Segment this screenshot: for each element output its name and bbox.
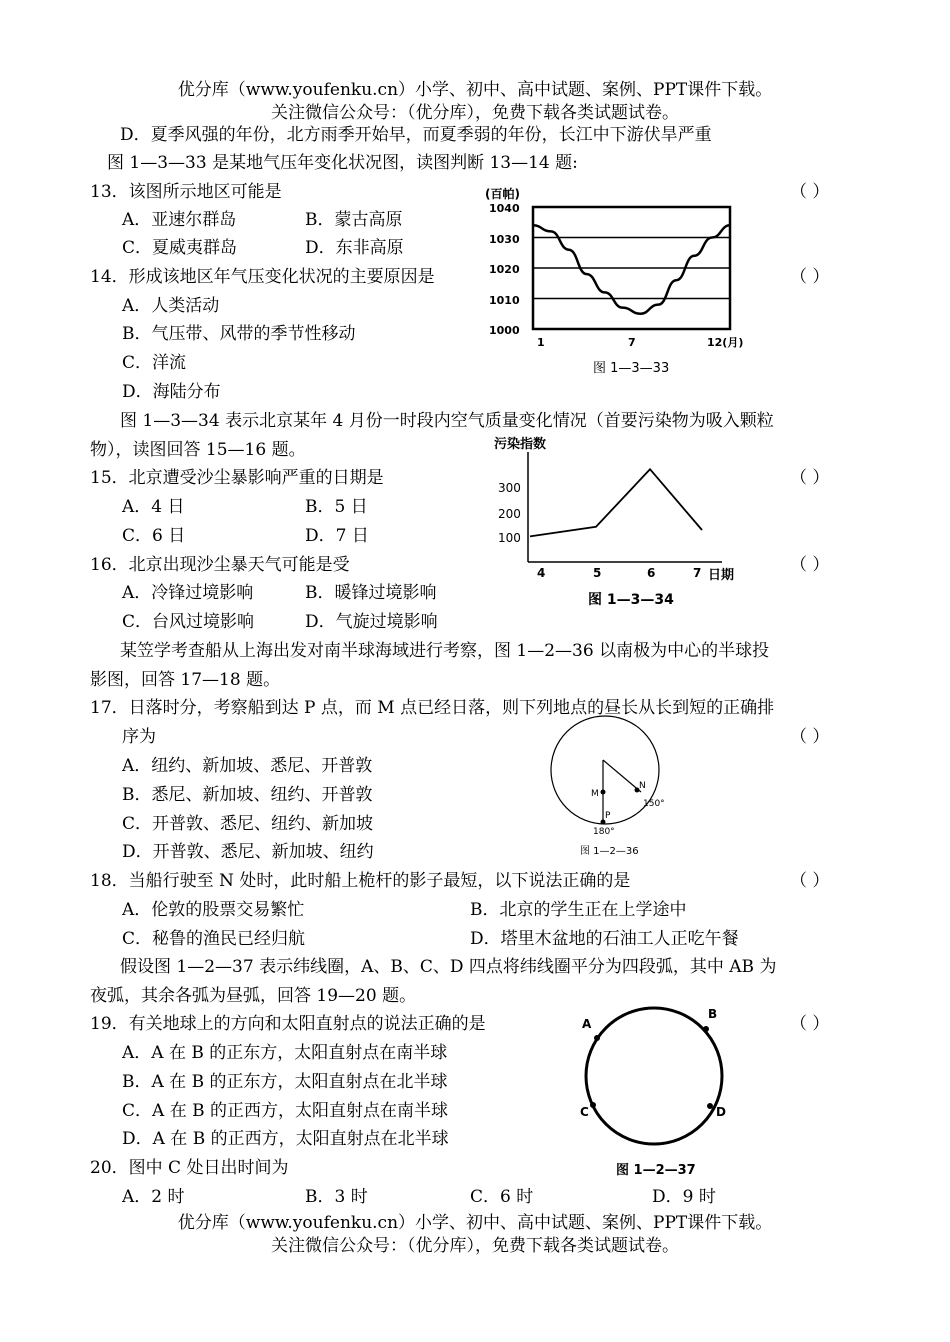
q13-bracket: （ ） bbox=[790, 182, 830, 202]
fig33-xtick-12: 12(月) bbox=[707, 336, 744, 349]
q14-option-b: B．气压带、风带的季节性移动 bbox=[122, 324, 356, 344]
q20-option-b: B．3 时 bbox=[305, 1187, 368, 1207]
q14-bracket: （ ） bbox=[790, 267, 830, 287]
fig37-label-b: B bbox=[708, 1007, 718, 1021]
q15-option-a: A．4 日 bbox=[122, 497, 185, 517]
q18-stem: 18．当船行驶至 N 处时，此时船上桅杆的影子最短，以下说法正确的是 bbox=[90, 871, 631, 891]
q16-option-c: C．台风过境影响 bbox=[122, 612, 255, 632]
intro-15-16-line-1: 图 1—3—34 表示北京某年 4 月份一时段内空气质量变化情况（首要污染物为吸入颗粒 bbox=[120, 411, 774, 431]
figure-1-3-34 bbox=[492, 432, 762, 616]
q14-option-a: A．人类活动 bbox=[122, 296, 220, 316]
q17-option-a: A．纽约、新加坡、悉尼、开普敦 bbox=[122, 756, 373, 776]
fig33-ytick-1010: 1010 bbox=[489, 294, 520, 307]
q13-stem: 13．该图所示地区可能是 bbox=[90, 182, 282, 202]
fig36-label-n: N bbox=[639, 781, 646, 791]
intro-19-20-line-2: 夜弧，其余各弧为昼弧，回答 19—20 题。 bbox=[90, 986, 417, 1006]
fig34-ylabel: 污染指数 bbox=[494, 437, 547, 452]
fig33-caption: 图 1—3—33 bbox=[593, 361, 670, 376]
q16-option-a: A．冷锋过境影响 bbox=[122, 583, 254, 603]
fig37-point-c bbox=[590, 1102, 596, 1108]
fig33-unit: (百帕) bbox=[485, 187, 520, 201]
footer-line-2: 关注微信公众号：（优分库），免费下载各类试题试卷。 bbox=[271, 1236, 679, 1256]
q13-option-a: A．亚速尔群岛 bbox=[122, 210, 237, 230]
q16-bracket: （ ） bbox=[790, 555, 830, 575]
intro-15-16-line-2: 物），读图回答 15—16 题。 bbox=[90, 440, 306, 460]
fig34-xtick-4: 4 bbox=[537, 566, 546, 580]
q15-option-b: B．5 日 bbox=[305, 497, 368, 517]
q17-option-c: C．开普敦、悉尼、纽约、新加坡 bbox=[122, 814, 374, 834]
fig34-ytick-100: 100 bbox=[498, 531, 521, 545]
fig37-point-d bbox=[707, 1103, 713, 1109]
fig37-point-b bbox=[703, 1026, 709, 1032]
fig34-xtick-7: 7 bbox=[693, 566, 702, 580]
q14-option-d: D．海陆分布 bbox=[122, 382, 221, 402]
intro-19-20-line-1: 假设图 1—2—37 表示纬线圈，A、B、C、D 四点将纬线圈平分为四段弧，其中 AB 为 bbox=[120, 957, 777, 977]
q17-stem-line-1: 17．日落时分，考察船到达 P 点，而 M 点已经日落，则下列地点的昼长从长到短的正确排 bbox=[90, 698, 775, 718]
q14-option-c: C．洋流 bbox=[122, 353, 187, 373]
q18-option-d: D．塔里木盆地的石油工人正吃午餐 bbox=[470, 929, 739, 949]
fig33-ytick-1000: 1000 bbox=[489, 324, 520, 337]
fig37-label-a: A bbox=[582, 1017, 592, 1031]
q20-option-c: C．6 时 bbox=[470, 1187, 534, 1207]
fig36-label-150: 150° bbox=[643, 799, 665, 809]
q13-option-d: D．东非高原 bbox=[305, 238, 404, 258]
q19-option-c: C．A 在 B 的正西方，太阳直射点在南半球 bbox=[122, 1101, 448, 1121]
q17-option-d: D．开普敦、悉尼、新加坡、纽约 bbox=[122, 842, 374, 862]
q15-bracket: （ ） bbox=[790, 468, 830, 488]
q14-stem: 14．形成该地区年气压变化状况的主要原因是 bbox=[90, 267, 435, 287]
prev-option-d: D．夏季风强的年份，北方雨季开始早，而夏季弱的年份，长江中下游伏旱严重 bbox=[120, 125, 712, 145]
q16-stem: 16．北京出现沙尘暴天气可能是受 bbox=[90, 555, 350, 575]
fig37-label-c: C bbox=[580, 1105, 589, 1119]
fig33-pressure-line bbox=[533, 225, 730, 313]
q15-option-d: D．7 日 bbox=[305, 526, 369, 546]
intro-17-18-line-1: 某笠学考查船从上海出发对南半球海域进行考察，图 1—2—36 以南极为中心的半球投 bbox=[120, 641, 770, 661]
q19-stem: 19．有关地球上的方向和太阳直射点的说法正确的是 bbox=[90, 1014, 486, 1034]
q19-option-b: B．A 在 B 的正东方，太阳直射点在北半球 bbox=[122, 1072, 448, 1092]
q13-option-c: C．夏威夷群岛 bbox=[122, 238, 238, 258]
fig33-xtick-1: 1 bbox=[537, 336, 545, 349]
fig36-label-m: M bbox=[591, 789, 599, 799]
header-line-2: 关注微信公众号：（优分库），免费下载各类试题试卷。 bbox=[271, 103, 679, 123]
q19-option-d: D．A 在 B 的正西方，太阳直射点在北半球 bbox=[122, 1129, 449, 1149]
fig36-meridian-150 bbox=[603, 760, 641, 792]
fig33-ytick-1020: 1020 bbox=[489, 263, 520, 276]
q20-option-a: A．2 时 bbox=[122, 1187, 185, 1207]
q16-option-d: D．气旋过境影响 bbox=[305, 612, 438, 632]
fig34-xtick-5: 5 bbox=[593, 566, 602, 580]
figure-1-2-37 bbox=[570, 1000, 750, 1184]
fig34-ytick-200: 200 bbox=[498, 507, 521, 521]
fig34-xlabel: 日期 bbox=[708, 568, 735, 583]
q18-bracket: （ ） bbox=[790, 871, 830, 891]
q17-stem-line-2: 序为 bbox=[122, 727, 156, 747]
fig34-caption: 图 1—3—34 bbox=[588, 592, 674, 608]
fig33-ytick-1030: 1030 bbox=[489, 233, 520, 246]
q19-option-a: A．A 在 B 的正东方，太阳直射点在南半球 bbox=[122, 1043, 448, 1063]
q17-bracket: （ ） bbox=[790, 727, 830, 747]
fig36-label-180: 180° bbox=[593, 827, 615, 837]
figure-1-3-33 bbox=[485, 182, 755, 386]
fig37-caption: 图 1—2—37 bbox=[616, 1163, 696, 1178]
footer-line-1: 优分库（www.youfenku.cn）小学、初中、高中试题、案例、PPT课件下载。 bbox=[177, 1213, 773, 1233]
q18-option-b: B．北京的学生正在上学途中 bbox=[470, 900, 687, 920]
q16-option-b: B．暖锋过境影响 bbox=[305, 583, 437, 603]
header-line-1: 优分库（www.youfenku.cn）小学、初中、高中试题、案例、PPT课件下载。 bbox=[177, 80, 773, 100]
q15-option-c: C．6 日 bbox=[122, 526, 186, 546]
fig34-pollution-line bbox=[530, 469, 702, 536]
q19-bracket: （ ） bbox=[790, 1014, 830, 1034]
fig34-ytick-300: 300 bbox=[498, 481, 521, 495]
intro-17-18-line-2: 影图，回答 17—18 题。 bbox=[90, 670, 281, 690]
q17-option-b: B．悉尼、新加坡、纽约、开普敦 bbox=[122, 785, 373, 805]
q18-option-a: A．伦敦的股票交易繁忙 bbox=[122, 900, 305, 920]
q18-option-c: C．秘鲁的渔民已经归航 bbox=[122, 929, 306, 949]
q15-stem: 15．北京遭受沙尘暴影响严重的日期是 bbox=[90, 468, 384, 488]
q20-option-d: D．9 时 bbox=[652, 1187, 716, 1207]
q20-stem: 20．图中 C 处日出时间为 bbox=[90, 1158, 289, 1178]
fig36-caption: 图 1—2—36 bbox=[580, 846, 639, 857]
fig33-xtick-7: 7 bbox=[628, 336, 636, 349]
fig36-label-p: P bbox=[605, 811, 611, 821]
fig36-point-m bbox=[601, 790, 606, 795]
fig37-label-d: D bbox=[716, 1105, 726, 1119]
figure-1-2-36 bbox=[545, 710, 685, 864]
fig37-latitude-circle bbox=[586, 1008, 722, 1144]
intro-13-14: 图 1—3—33 是某地气压年变化状况图，读图判断 13—14 题: bbox=[107, 153, 578, 173]
fig37-point-a bbox=[594, 1035, 600, 1041]
fig34-xtick-6: 6 bbox=[647, 566, 656, 580]
q13-option-b: B．蒙古高原 bbox=[305, 210, 403, 230]
fig33-ytick-1040: 1040 bbox=[489, 202, 520, 215]
